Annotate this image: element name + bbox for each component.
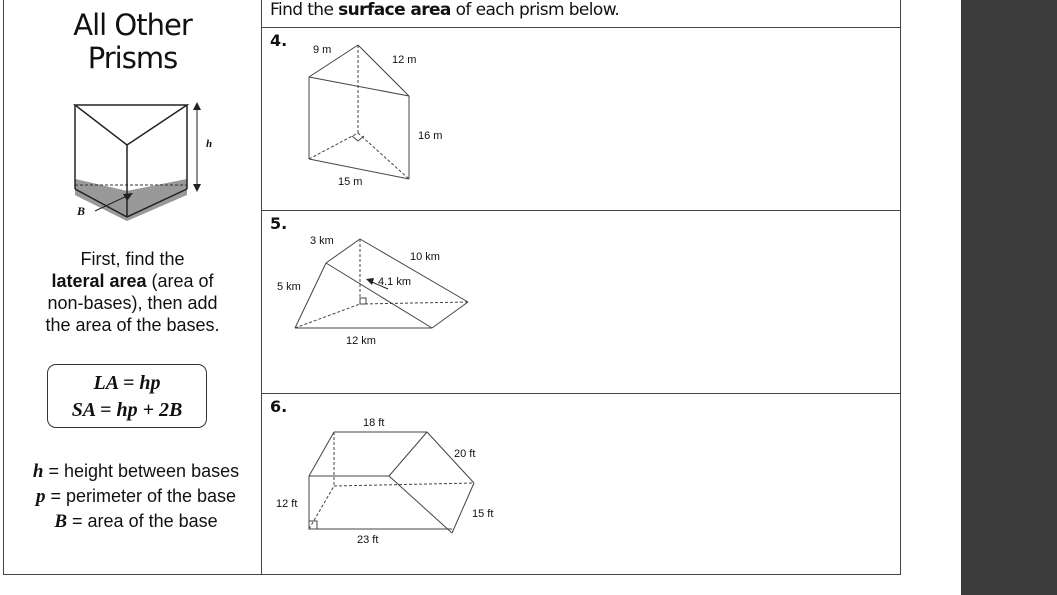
height-arrow-bottom: [193, 184, 201, 192]
surface-area-formula: SA = hp + 2B: [71, 399, 183, 421]
section-title: [4, 9, 261, 75]
legend-text-p: = perimeter of the base: [45, 486, 237, 506]
p4-hidden-left: [309, 133, 358, 159]
p4-label-16m: 16 m: [418, 130, 443, 142]
instruction-text: [4, 248, 261, 336]
title-line-2: Prisms: [87, 41, 178, 75]
p6-label-15ft: 15 ft: [472, 508, 494, 520]
instr-suffix: of each prism below.: [450, 0, 620, 20]
row-divider-5: [261, 393, 900, 394]
formula-box: [47, 364, 207, 428]
legend-item-p: [18, 484, 254, 509]
column-divider: [261, 0, 262, 574]
base-label: B: [77, 204, 86, 218]
p6-top-mid: [389, 432, 427, 476]
p5-label-3km: 3 km: [310, 235, 334, 247]
p6-label-12ft: 12 ft: [276, 498, 298, 510]
instr-prefix: Find the: [270, 0, 339, 20]
lateral-area-formula: LA = hp: [93, 372, 161, 394]
p5-bottom-right: [432, 302, 468, 328]
p6-hidden-slant: [309, 486, 334, 529]
p4-label-9m: 9 m: [313, 44, 332, 56]
title-line-1: All Other: [73, 8, 192, 42]
problem-6-diagram: [269, 411, 519, 551]
desc-after-bold: (area of: [146, 271, 214, 291]
desc-line-1: First, find the: [80, 249, 185, 269]
p6-right-edge: [452, 483, 474, 533]
triangular-prism-diagram: [59, 99, 229, 229]
instructions: [270, 0, 619, 21]
p5-label-4.1km: 4.1 km: [378, 276, 412, 288]
legend-item-h: [18, 459, 254, 484]
p5-top-front: [326, 263, 432, 328]
p5-pointer-head: [366, 278, 374, 285]
p4-label-12m: 12 m: [392, 54, 417, 66]
p5-label-5km: 5 km: [277, 281, 301, 293]
desc-bold-term: lateral area: [51, 271, 147, 291]
height-arrow-top: [193, 102, 201, 110]
desc-line-3: non-bases), then add: [47, 293, 218, 313]
p4-top-right: [358, 45, 409, 96]
row-divider-4: [261, 210, 900, 211]
legend-var-h: h: [32, 461, 44, 482]
p4-hidden-right: [358, 133, 409, 179]
p5-top-ridge: [360, 239, 468, 302]
p5-right-angle: [360, 298, 366, 304]
p5-hidden-back: [360, 302, 468, 304]
desc-line-4: the area of the bases.: [45, 315, 220, 335]
p4-label-15m: 15 m: [338, 176, 363, 188]
p6-label-20ft: 20 ft: [454, 448, 476, 460]
legend-item-b: [18, 509, 254, 534]
p5-label-12km: 12 km: [346, 335, 376, 347]
p6-label-18ft: 18 ft: [363, 417, 385, 429]
desc-line-2: [4, 270, 261, 292]
p6-label-23ft: 23 ft: [357, 534, 379, 546]
height-label: h: [206, 138, 213, 150]
problem-5-number: 5.: [270, 214, 288, 233]
dark-side-panel: [961, 0, 1057, 595]
problem-5-diagram: [274, 231, 484, 356]
p5-left-slant: [295, 263, 326, 328]
p4-top-front: [309, 77, 409, 96]
legend-var-b: B: [54, 511, 68, 532]
legend-text-h: = height between bases: [43, 461, 240, 481]
instr-bold: surface area: [338, 0, 451, 20]
p6-left-slant: [309, 432, 334, 476]
problem-6-number: 6.: [270, 397, 288, 416]
problem-4-diagram: [294, 37, 474, 202]
problem-4-number: 4.: [270, 31, 288, 50]
p6-hidden-back: [334, 483, 474, 486]
row-divider-instructions: [261, 27, 900, 28]
legend-text-b: = area of the base: [67, 511, 218, 531]
worksheet-table: [3, 0, 901, 575]
p5-label-10km: 10 km: [410, 251, 440, 263]
variable-legend: [18, 459, 254, 534]
top-face: [75, 105, 187, 145]
legend-var-p: p: [35, 486, 46, 507]
